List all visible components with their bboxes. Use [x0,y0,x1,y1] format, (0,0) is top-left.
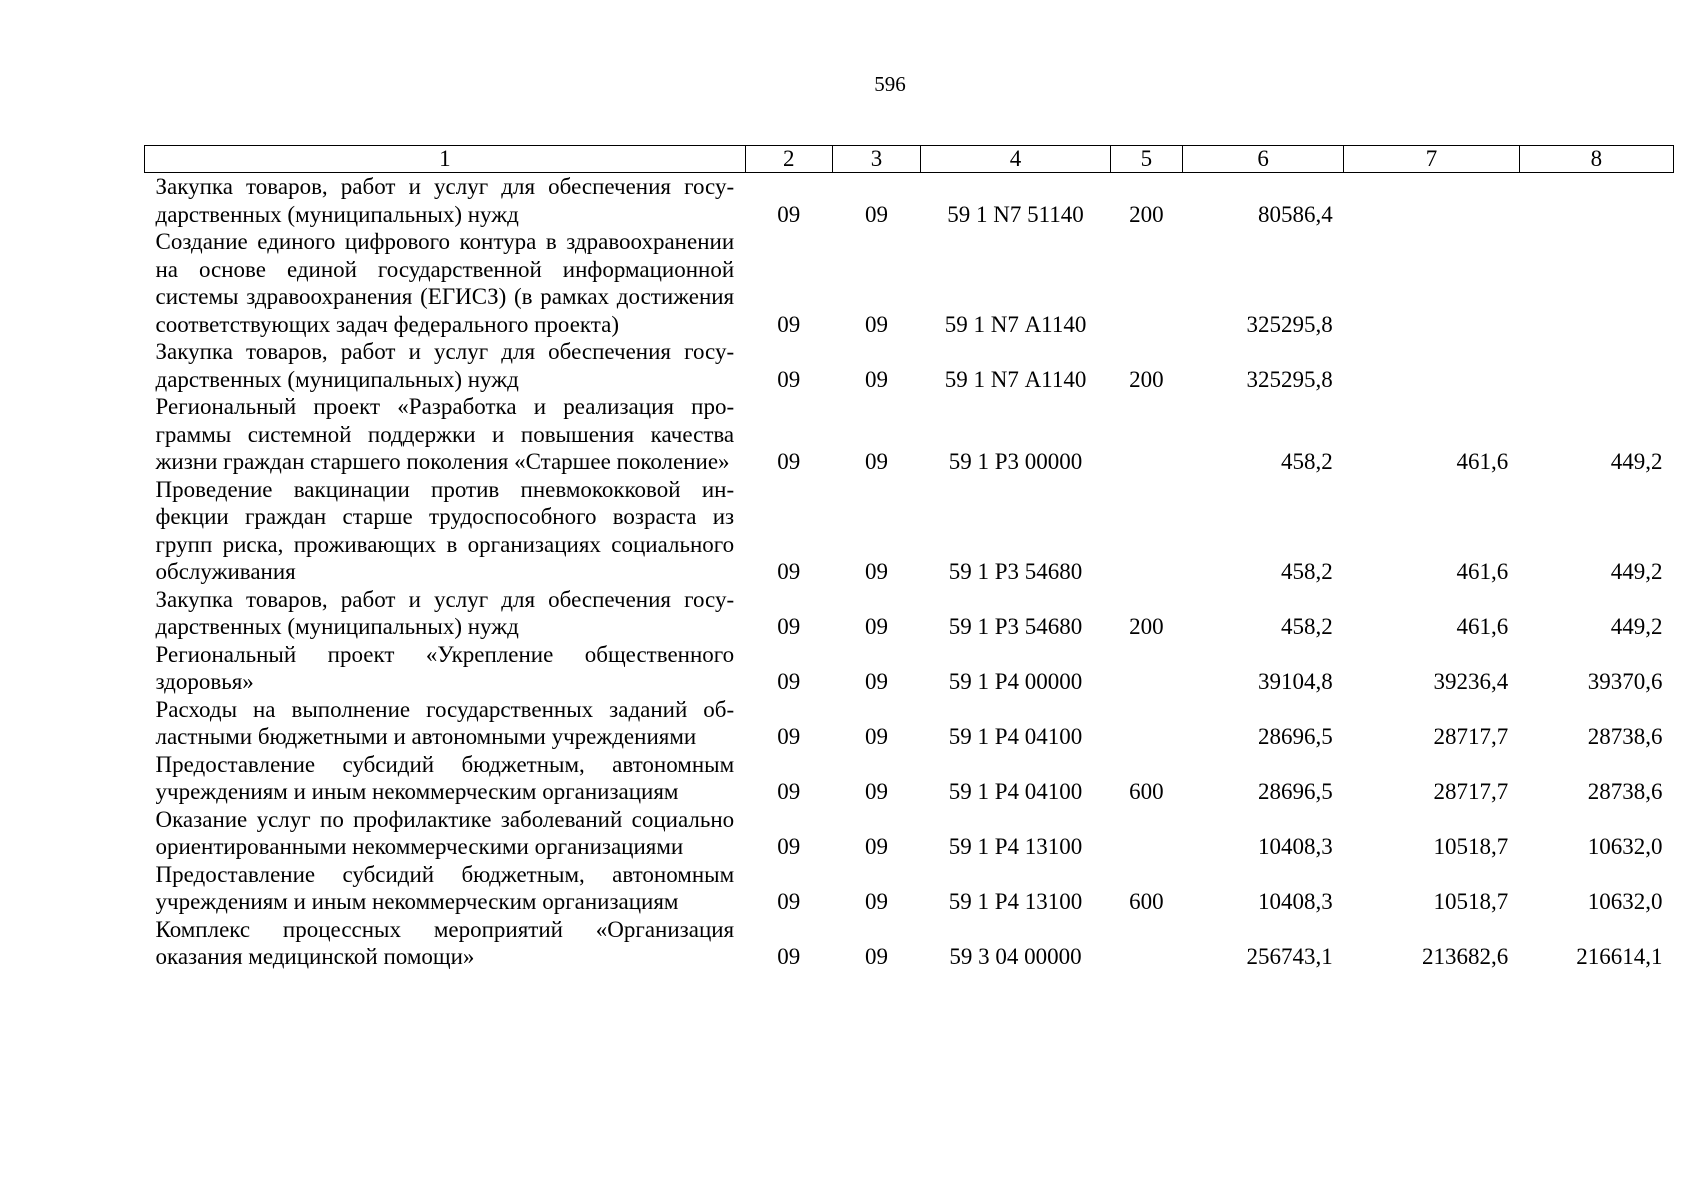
table-row [145,806,1674,861]
target-article-cell: 59 3 04 00000 [949,944,1082,969]
header-col-3: 3 [832,146,920,173]
table-row [145,173,1674,229]
expense-type-cell [1110,393,1182,476]
section-code-cell: 09 [777,834,801,859]
row-name-cell: Региональный проект «Разработка и реализация программы системной поддержки и повышения качества жизни граждан старшего поколения «Старшее поколение» [155,394,735,474]
table-body [145,173,1674,971]
target-article-cell: 59 1 Р4 13100 [948,889,1083,914]
target-article-cell: 59 1 Р4 00000 [948,669,1083,694]
page-number: 596 [874,72,906,96]
table-row [145,751,1674,806]
expense-type-cell [1110,696,1182,751]
amount-col-6-cell: 39104,8 [1257,669,1333,694]
target-article-cell: 59 1 Р4 04100 [948,724,1083,749]
header-col-5: 5 [1110,146,1182,173]
amount-col-7-cell [1344,228,1520,338]
header-col-2: 2 [745,146,832,173]
expense-type-cell: 200 [1129,366,1164,392]
table-row [145,586,1674,641]
subsection-code-cell: 09 [865,201,889,227]
subsection-code-cell: 09 [865,944,889,969]
section-code-cell: 09 [777,311,801,337]
amount-col-7-cell: 39236,4 [1433,669,1509,694]
expense-type-cell [1110,641,1182,696]
amount-col-6-cell: 10408,3 [1257,834,1333,859]
amount-col-8-cell [1519,338,1673,393]
amount-col-6-cell: 325295,8 [1246,311,1333,337]
section-code-cell: 09 [777,366,801,392]
amount-col-8-cell: 39370,6 [1587,669,1663,694]
subsection-code-cell: 09 [865,366,889,392]
amount-col-7-cell: 461,6 [1456,449,1509,474]
expense-type-cell [1110,806,1182,861]
amount-col-6-cell: 80586,4 [1257,201,1333,227]
row-name-cell: Проведение вакцинации против пневмококковой инфекции граждан старше трудоспособного возраста из групп риска, проживающих в организациях социального обслуживания [155,476,735,584]
amount-col-7-cell: 10518,7 [1433,889,1509,914]
header-col-7: 7 [1344,146,1520,173]
amount-col-6-cell: 28696,5 [1257,724,1333,749]
amount-col-8-cell: 216614,1 [1576,944,1663,969]
expense-type-cell [1110,916,1182,971]
amount-col-6-cell: 10408,3 [1257,889,1333,914]
expense-type-cell: 600 [1129,779,1164,804]
target-article-cell: 59 1 N7 51140 [947,201,1084,227]
header-col-6: 6 [1182,146,1343,173]
table-row [145,476,1674,586]
table-row [145,861,1674,916]
row-name-cell: Закупка товаров, работ и услуг для обеспечения государственных (муниципальных) нужд [155,586,735,639]
amount-col-6-cell: 325295,8 [1246,366,1333,392]
row-name-cell: Комплекс процессных мероприятий «Организация оказания медицинской помощи» [155,916,735,969]
section-code-cell: 09 [777,201,801,227]
section-code-cell: 09 [777,449,801,474]
table-row [145,393,1674,476]
table-row [145,641,1674,696]
target-article-cell: 59 1 Р3 54680 [948,559,1083,584]
section-code-cell: 09 [777,944,801,969]
row-name-cell: Закупка товаров, работ и услуг для обеспечения государственных (муниципальных) нужд [155,339,735,392]
amount-col-6-cell: 458,2 [1280,614,1333,639]
section-code-cell: 09 [777,779,801,804]
header-col-1: 1 [145,146,746,173]
table-row [145,696,1674,751]
amount-col-6-cell: 458,2 [1280,449,1333,474]
expense-type-cell: 200 [1129,614,1164,639]
amount-col-8-cell: 28738,6 [1587,724,1663,749]
target-article-cell: 59 1 Р4 04100 [948,779,1083,804]
amount-col-8-cell: 449,2 [1610,614,1663,639]
target-article-cell: 59 1 N7 А1140 [944,366,1087,392]
amount-col-6-cell: 28696,5 [1257,779,1333,804]
header-col-4: 4 [921,146,1111,173]
section-code-cell: 09 [777,889,801,914]
amount-col-8-cell: 449,2 [1610,559,1663,584]
row-name-cell: Региональный проект «Укрепление общественного здоровья» [155,641,735,694]
row-name-cell: Закупка товаров, работ и услуг для обеспечения государственных (муниципальных) нужд [155,174,735,227]
target-article-cell: 59 1 Р3 54680 [948,614,1083,639]
amount-col-7-cell: 28717,7 [1433,724,1509,749]
expense-type-cell [1110,476,1182,586]
row-name-cell: Расходы на выполнение государственных заданий областными бюджетными и автономными учреждениями [155,696,735,749]
target-article-cell: 59 1 Р4 13100 [948,834,1083,859]
header-col-8: 8 [1519,146,1673,173]
expense-type-cell: 600 [1129,889,1164,914]
amount-col-8-cell [1519,173,1673,229]
amount-col-8-cell: 10632,0 [1587,834,1663,859]
subsection-code-cell: 09 [865,779,889,804]
amount-col-7-cell: 461,6 [1456,614,1509,639]
amount-col-8-cell: 449,2 [1610,449,1663,474]
subsection-code-cell: 09 [865,614,889,639]
budget-table [144,145,1674,971]
table-row [145,916,1674,971]
table-row [145,338,1674,393]
target-article-cell: 59 1 Р3 00000 [948,449,1083,474]
amount-col-6-cell: 256743,1 [1246,944,1333,969]
target-article-cell: 59 1 N7 А1140 [944,311,1087,337]
row-name-cell: Создание единого цифрового контура в здравоохранении на основе единой государственной информационной системы здравоохранения (ЕГИСЗ) (в рамках достижения соответствующих задач федерального проекта) [155,229,735,337]
amount-col-8-cell [1519,228,1673,338]
header-row [145,146,1674,173]
section-code-cell: 09 [777,614,801,639]
row-name-cell: Предоставление субсидий бюджетным, автономным учреждениям и иным некоммерческим организациям [155,861,735,914]
table-row [145,228,1674,338]
amount-col-7-cell [1344,173,1520,229]
subsection-code-cell: 09 [865,669,889,694]
amount-col-7-cell: 28717,7 [1433,779,1509,804]
section-code-cell: 09 [777,669,801,694]
amount-col-7-cell: 461,6 [1456,559,1509,584]
expense-type-cell [1110,228,1182,338]
section-code-cell: 09 [777,559,801,584]
amount-col-6-cell: 458,2 [1280,559,1333,584]
subsection-code-cell: 09 [865,889,889,914]
subsection-code-cell: 09 [865,449,889,474]
section-code-cell: 09 [777,724,801,749]
expense-type-cell: 200 [1129,201,1164,227]
subsection-code-cell: 09 [865,724,889,749]
amount-col-7-cell: 213682,6 [1421,944,1509,969]
table-header [145,146,1674,173]
amount-col-7-cell: 10518,7 [1433,834,1509,859]
subsection-code-cell: 09 [865,559,889,584]
amount-col-8-cell: 28738,6 [1587,779,1663,804]
subsection-code-cell: 09 [865,311,889,337]
row-name-cell: Предоставление субсидий бюджетным, автономным учреждениям и иным некоммерческим организациям [155,751,735,804]
subsection-code-cell: 09 [865,834,889,859]
amount-col-8-cell: 10632,0 [1587,889,1663,914]
row-name-cell: Оказание услуг по профилактике заболеваний социально ориентированными некоммерческими организациями [155,806,735,859]
amount-col-7-cell [1344,338,1520,393]
